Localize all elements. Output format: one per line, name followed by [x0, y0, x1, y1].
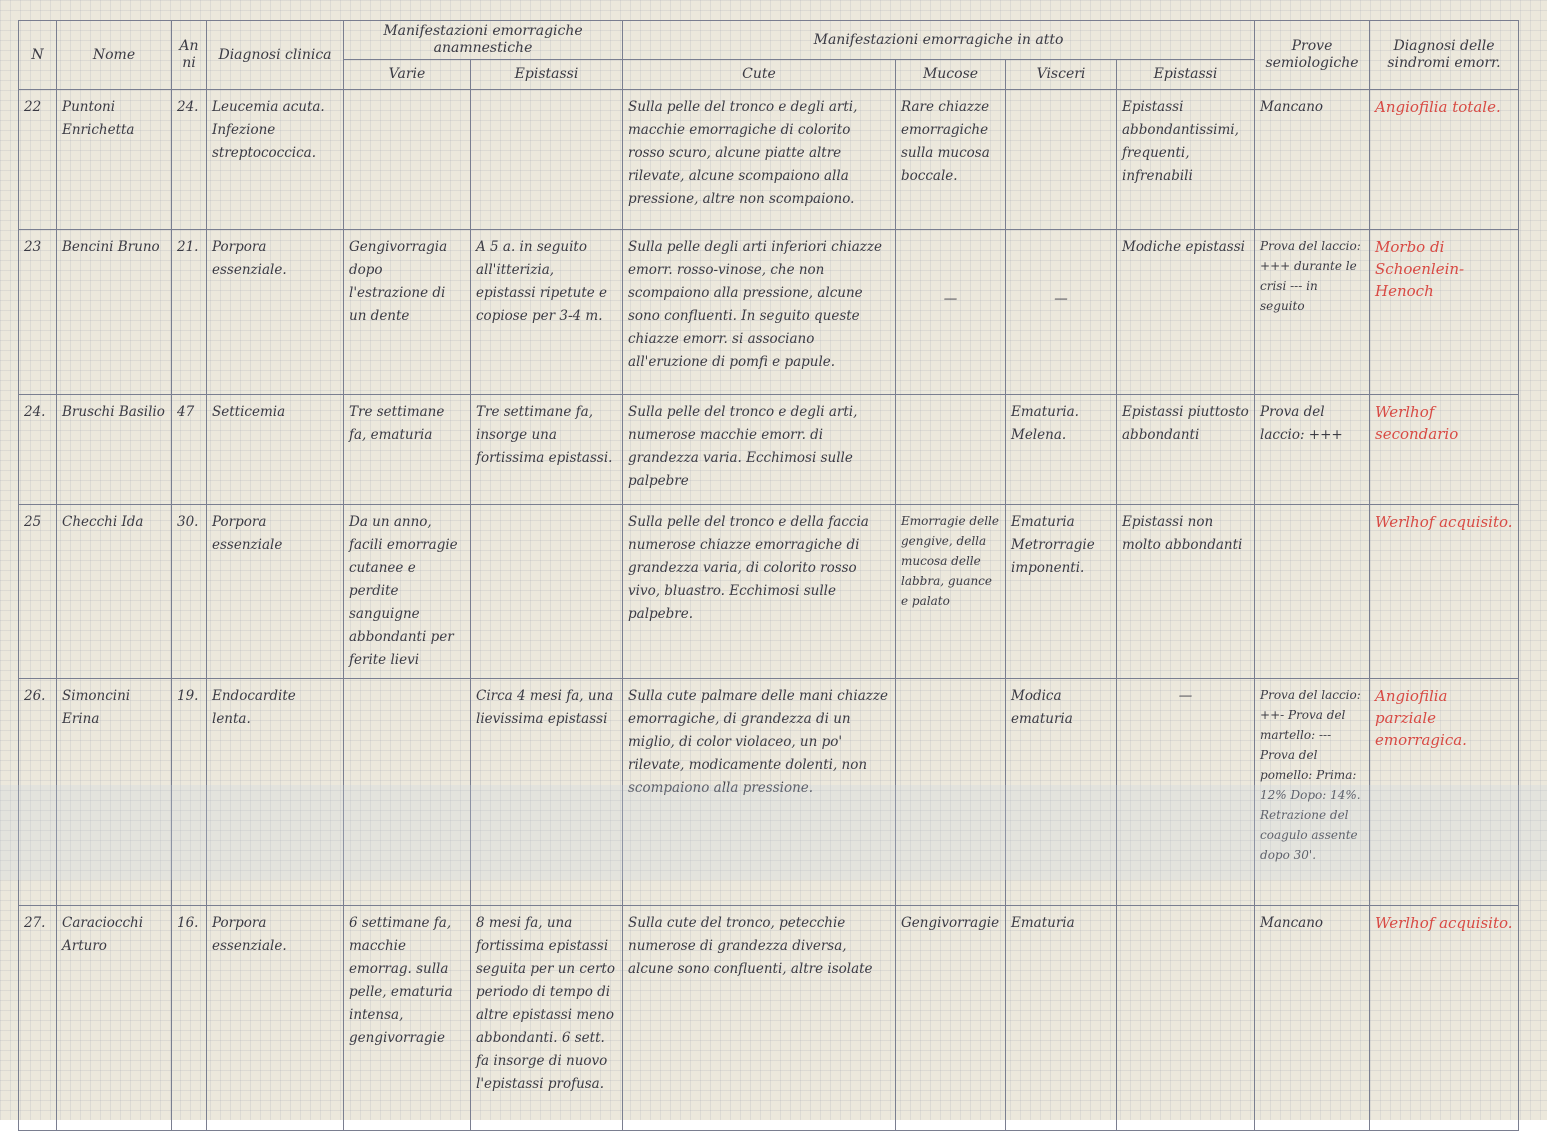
cell-epistassi-atto: Epistassi abbondantissimi, frequenti, infrenabili	[1117, 90, 1255, 230]
cell-epistassi-atto: Epistassi non molto abbondanti	[1117, 505, 1255, 679]
cell-visceri: Modica ematuria	[1006, 679, 1117, 906]
cell-varie: Da un anno, facili emorragie cutanee e perdite sanguigne abbondanti per ferite lievi	[344, 505, 471, 679]
cell-varie	[344, 90, 471, 230]
cell-visceri: —	[1006, 230, 1117, 395]
cell-mucose: Rare chiazze emorragiche sulla mucosa boccale.	[896, 90, 1006, 230]
cell-varie: 6 settimane fa, macchie emorrag. sulla pelle, ematuria intensa, gengivorragie	[344, 906, 471, 1131]
cell-n: 22	[19, 90, 57, 230]
cell-varie: Tre settimane fa, ematuria	[344, 395, 471, 505]
cell-prove: Prova del laccio: +++	[1255, 395, 1370, 505]
header-diagnosi-clinica: Diagnosi clinica	[207, 21, 344, 90]
cell-prove: Mancano	[1255, 906, 1370, 1131]
cell-diagnosi: Setticemia	[207, 395, 344, 505]
header-anamn-varie: Varie	[344, 60, 471, 90]
cell-visceri: Ematuria. Melena.	[1006, 395, 1117, 505]
cell-sindrome: Angiofilia totale.	[1370, 90, 1519, 230]
cell-visceri: Ematuria	[1006, 906, 1117, 1131]
cell-mucose	[896, 679, 1006, 906]
cell-epistassi-anamn	[471, 505, 623, 679]
cell-diagnosi: Leucemia acuta. Infezione streptococcica.	[207, 90, 344, 230]
header-anni: Anni	[172, 21, 207, 90]
cell-nome: Puntoni Enrichetta	[57, 90, 172, 230]
cell-prove	[1255, 505, 1370, 679]
header-atto-epistassi: Epistassi	[1117, 60, 1255, 90]
header-prove: Prove semiologiche	[1255, 21, 1370, 90]
table-row	[19, 906, 1519, 1131]
header-diagnosi-sindromi: Diagnosi delle sindromi emorr.	[1370, 21, 1519, 90]
cell-diagnosi: Porpora essenziale	[207, 505, 344, 679]
cell-cute: Sulla cute palmare delle mani chiazze emorragiche, di grandezza di un miglio, di color violaceo, un po' rilevate, modicamente dolenti, non scompaiono alla pressione.	[623, 679, 896, 906]
cell-prove: Prova del laccio: +++ durante le crisi --- in seguito	[1255, 230, 1370, 395]
table-row	[19, 230, 1519, 395]
cell-nome: Bruschi Basilio	[57, 395, 172, 505]
cell-varie: Gengivorragia dopo l'estrazione di un dente	[344, 230, 471, 395]
cell-epistassi-atto: Epistassi piuttosto abbondanti	[1117, 395, 1255, 505]
cell-epistassi-anamn: Tre settimane fa, insorge una fortissima epistassi.	[471, 395, 623, 505]
cell-prove: Prova del laccio: ++- Prova del martello: --- Prova del pomello: Prima: 12% Dopo: 14%. Retrazione del coagulo assente dopo 30'.	[1255, 679, 1370, 906]
header-atto-visceri: Visceri	[1006, 60, 1117, 90]
cell-nome: Simoncini Erina	[57, 679, 172, 906]
cell-visceri	[1006, 90, 1117, 230]
cell-sindrome: Werlhof secondario	[1370, 395, 1519, 505]
header-n: N	[19, 21, 57, 90]
cell-n: 24.	[19, 395, 57, 505]
cell-nome: Bencini Bruno	[57, 230, 172, 395]
cell-cute: Sulla pelle del tronco e della faccia numerose chiazze emorragiche di grandezza varia, di colorito rosso vivo, bluastro. Ecchimosi sulle palpebre.	[623, 505, 896, 679]
cell-epistassi-atto: Modiche epistassi	[1117, 230, 1255, 395]
cell-mucose: Gengivorragie	[896, 906, 1006, 1131]
header-anamnestiche: Manifestazioni emorragiche anamnestiche	[344, 21, 623, 60]
header-atto-cute: Cute	[623, 60, 896, 90]
cell-anni: 16.	[172, 906, 207, 1131]
table-header	[19, 21, 1519, 90]
header-anamn-epistassi: Epistassi	[471, 60, 623, 90]
cell-diagnosi: Porpora essenziale.	[207, 906, 344, 1131]
cell-diagnosi: Porpora essenziale.	[207, 230, 344, 395]
cell-nome: Caraciocchi Arturo	[57, 906, 172, 1131]
cell-anni: 24.	[172, 90, 207, 230]
cell-epistassi-atto	[1117, 906, 1255, 1131]
header-atto-mucose: Mucose	[896, 60, 1006, 90]
table-row	[19, 505, 1519, 679]
cell-cute: Sulla pelle del tronco e degli arti, macchie emorragiche di colorito rosso scuro, alcune piatte altre rilevate, alcune scompaiono alla pressione, altre non scompaiono.	[623, 90, 896, 230]
cell-varie	[344, 679, 471, 906]
table-row	[19, 395, 1519, 505]
cell-epistassi-anamn: A 5 a. in seguito all'itterizia, epistassi ripetute e copiose per 3-4 m.	[471, 230, 623, 395]
cell-n: 23	[19, 230, 57, 395]
cell-epistassi-atto: —	[1117, 679, 1255, 906]
cell-diagnosi: Endocardite lenta.	[207, 679, 344, 906]
cell-cute: Sulla pelle del tronco e degli arti, numerose macchie emorr. di grandezza varia. Ecchimosi sulle palpebre	[623, 395, 896, 505]
cell-visceri: Ematuria Metrorragie imponenti.	[1006, 505, 1117, 679]
cell-sindrome: Angiofilia parziale emorragica.	[1370, 679, 1519, 906]
cell-mucose	[896, 395, 1006, 505]
cell-sindrome: Morbo di Schoenlein-Henoch	[1370, 230, 1519, 395]
cell-anni: 47	[172, 395, 207, 505]
cell-n: 26.	[19, 679, 57, 906]
cell-anni: 21.	[172, 230, 207, 395]
header-in-atto: Manifestazioni emorragiche in atto	[623, 21, 1255, 60]
cell-n: 25	[19, 505, 57, 679]
table-row	[19, 679, 1519, 906]
cell-prove: Mancano	[1255, 90, 1370, 230]
cell-epistassi-anamn: Circa 4 mesi fa, una lievissima epistassi	[471, 679, 623, 906]
cell-mucose: —	[896, 230, 1006, 395]
cell-anni: 19.	[172, 679, 207, 906]
cell-epistassi-anamn: 8 mesi fa, una fortissima epistassi seguita per un certo periodo di tempo di altre epistassi meno abbondanti. 6 sett. fa insorge di nuovo l'epistassi profusa.	[471, 906, 623, 1131]
cell-cute: Sulla cute del tronco, petecchie numerose di grandezza diversa, alcune sono confluenti, altre isolate	[623, 906, 896, 1131]
cell-cute: Sulla pelle degli arti inferiori chiazze emorr. rosso-vinose, che non scompaiono alla pressione, alcune sono confluenti. In seguito queste chiazze emorr. si associano all'eruzione di pomfi e papule.	[623, 230, 896, 395]
cell-epistassi-anamn	[471, 90, 623, 230]
cell-anni: 30.	[172, 505, 207, 679]
cell-mucose: Emorragie delle gengive, della mucosa delle labbra, guance e palato	[896, 505, 1006, 679]
header-nome: Nome	[57, 21, 172, 90]
table-row	[19, 90, 1519, 230]
cell-sindrome: Werlhof acquisito.	[1370, 505, 1519, 679]
clinical-register-table	[18, 20, 1519, 1131]
cell-n: 27.	[19, 906, 57, 1131]
cell-sindrome: Werlhof acquisito.	[1370, 906, 1519, 1131]
cell-nome: Checchi Ida	[57, 505, 172, 679]
